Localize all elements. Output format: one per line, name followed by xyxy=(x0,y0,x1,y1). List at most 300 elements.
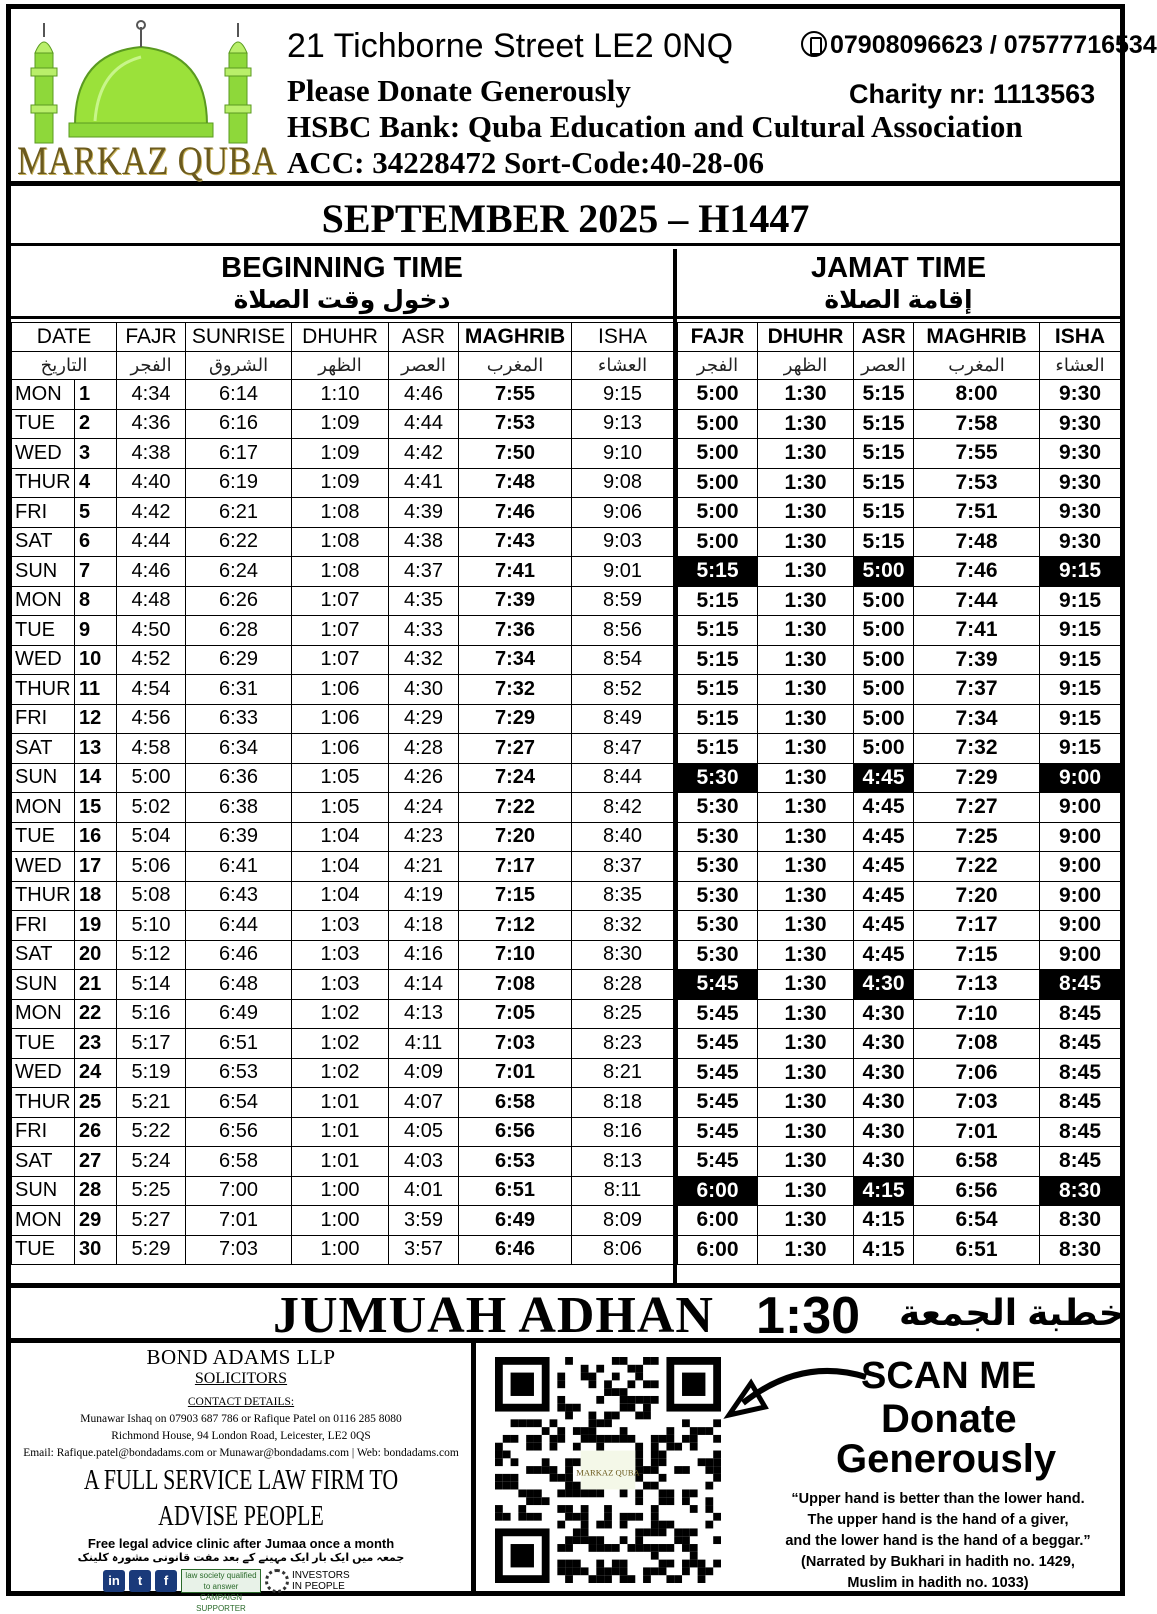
date-cell: 24 xyxy=(75,1058,117,1088)
qr-module xyxy=(612,1388,620,1396)
dhuhr-cell: 1:01 xyxy=(292,1147,389,1177)
day-cell: MON xyxy=(12,380,75,410)
asr-cell: 4:13 xyxy=(389,999,459,1029)
law-society-badge: law society qualified to answer CAMPAIGN SUPPORTER xyxy=(181,1569,261,1593)
qr-module xyxy=(550,1466,558,1474)
jamat-row xyxy=(678,380,1121,410)
jamat-isha-cell: 9:15 xyxy=(1040,645,1121,675)
col-sunrise-ar: الشروق xyxy=(186,352,292,380)
day-cell: TUE xyxy=(12,616,75,646)
jamat-dhuhr-cell: 1:30 xyxy=(758,1117,854,1147)
isha-cell: 8:44 xyxy=(572,763,674,793)
maghrib-cell: 7:01 xyxy=(459,1058,572,1088)
qr-module xyxy=(666,1427,674,1435)
qr-module xyxy=(589,1435,597,1443)
qr-module xyxy=(698,1560,706,1568)
date-cell: 22 xyxy=(75,999,117,1029)
jamat-dhuhr-cell: 1:30 xyxy=(758,1176,854,1206)
asr-cell: 4:35 xyxy=(389,586,459,616)
qr-module xyxy=(620,1427,628,1435)
qr-module xyxy=(627,1435,635,1443)
day-cell: WED xyxy=(12,1058,75,1088)
qr-module xyxy=(596,1435,604,1443)
qr-module xyxy=(573,1489,581,1497)
qr-module xyxy=(635,1497,643,1505)
jamat-fajr-cell: 5:15 xyxy=(678,557,758,587)
qr-module xyxy=(596,1365,604,1373)
qr-module xyxy=(682,1536,690,1544)
fajr-cell: 4:58 xyxy=(117,734,186,764)
jamat-isha-cell: 8:30 xyxy=(1040,1176,1121,1206)
jamat-dhuhr-cell: 1:30 xyxy=(758,557,854,587)
fajr-cell: 5:19 xyxy=(117,1058,186,1088)
maghrib-cell: 7:32 xyxy=(459,675,572,705)
qr-module xyxy=(651,1451,659,1459)
day-cell: FRI xyxy=(12,1117,75,1147)
qr-module xyxy=(565,1560,573,1568)
jamat-isha-cell: 8:45 xyxy=(1040,1147,1121,1177)
fajr-cell: 5:04 xyxy=(117,822,186,852)
jamat-isha-cell: 8:45 xyxy=(1040,970,1121,1000)
fajr-cell: 5:14 xyxy=(117,970,186,1000)
jamat-isha-cell: 9:15 xyxy=(1040,704,1121,734)
jamat-maghrib-cell: 6:56 xyxy=(914,1176,1040,1206)
jamat-maghrib-cell: 7:55 xyxy=(914,439,1040,469)
maghrib-cell: 7:50 xyxy=(459,439,572,469)
jamat-fajr-cell: 5:30 xyxy=(678,822,758,852)
jamat-dhuhr-cell: 1:30 xyxy=(758,645,854,675)
maghrib-cell: 7:05 xyxy=(459,999,572,1029)
jamat-fajr-cell: 5:45 xyxy=(678,1029,758,1059)
beginning-row xyxy=(12,822,674,852)
isha-cell: 8:28 xyxy=(572,970,674,1000)
qr-module xyxy=(659,1451,667,1459)
isha-cell: 8:54 xyxy=(572,645,674,675)
dhuhr-cell: 1:02 xyxy=(292,1029,389,1059)
jamat-row xyxy=(678,439,1121,469)
sunrise-cell: 6:31 xyxy=(186,675,292,705)
dhuhr-cell: 1:00 xyxy=(292,1235,389,1265)
jamat-maghrib-cell: 7:13 xyxy=(914,970,1040,1000)
qr-module xyxy=(635,1458,643,1466)
jamat-isha-cell: 8:30 xyxy=(1040,1235,1121,1265)
qr-module xyxy=(612,1357,620,1365)
fajr-cell: 5:17 xyxy=(117,1029,186,1059)
qr-module xyxy=(713,1419,721,1427)
beginning-row xyxy=(12,1147,674,1177)
fajr-cell: 4:36 xyxy=(117,409,186,439)
isha-cell: 8:11 xyxy=(572,1176,674,1206)
fajr-cell: 5:21 xyxy=(117,1088,186,1118)
date-cell: 17 xyxy=(75,852,117,882)
qr-module xyxy=(682,1528,690,1536)
day-cell: SAT xyxy=(12,527,75,557)
jamat-fajr-cell: 5:45 xyxy=(678,1147,758,1177)
asr-cell: 4:28 xyxy=(389,734,459,764)
date-cell: 2 xyxy=(75,409,117,439)
jamat-asr-cell: 4:15 xyxy=(854,1176,914,1206)
jamat-isha-cell: 9:30 xyxy=(1040,409,1121,439)
qr-module xyxy=(573,1482,581,1490)
qr-module xyxy=(589,1412,597,1420)
jamat-row xyxy=(678,793,1121,823)
jamat-row xyxy=(678,822,1121,852)
asr-cell: 4:14 xyxy=(389,970,459,1000)
qr-module xyxy=(495,1505,503,1513)
sunrise-cell: 6:21 xyxy=(186,498,292,528)
asr-cell: 4:26 xyxy=(389,763,459,793)
dhuhr-cell: 1:08 xyxy=(292,527,389,557)
qr-module xyxy=(589,1536,597,1544)
jamat-asr-cell: 4:45 xyxy=(854,763,914,793)
dhuhr-cell: 1:07 xyxy=(292,616,389,646)
qr-module xyxy=(659,1544,667,1552)
fajr-cell: 5:00 xyxy=(117,763,186,793)
jamat-asr-cell: 5:00 xyxy=(854,734,914,764)
qr-module xyxy=(651,1380,659,1388)
qr-module xyxy=(565,1544,573,1552)
asr-cell: 4:09 xyxy=(389,1058,459,1088)
qr-module xyxy=(698,1458,706,1466)
jamat-asr-cell: 5:00 xyxy=(854,675,914,705)
qr-module xyxy=(534,1435,542,1443)
qr-module xyxy=(612,1373,620,1381)
dhuhr-cell: 1:07 xyxy=(292,645,389,675)
dhuhr-cell: 1:06 xyxy=(292,734,389,764)
jamat-dhuhr-cell: 1:30 xyxy=(758,852,854,882)
title-bar xyxy=(11,191,1120,246)
qr-module xyxy=(635,1443,643,1451)
beginning-row xyxy=(12,1058,674,1088)
dhuhr-cell: 1:08 xyxy=(292,557,389,587)
fajr-cell: 5:22 xyxy=(117,1117,186,1147)
qr-module xyxy=(659,1458,667,1466)
qr-module xyxy=(565,1412,573,1420)
qr-module xyxy=(573,1536,581,1544)
qr-module xyxy=(495,1482,503,1490)
jamat-maghrib-cell: 7:22 xyxy=(914,852,1040,882)
qr-module xyxy=(557,1404,565,1412)
maghrib-cell: 7:36 xyxy=(459,616,572,646)
jamat-row xyxy=(678,734,1121,764)
jamat-dhuhr-cell: 1:30 xyxy=(758,409,854,439)
jamat-asr-cell: 5:15 xyxy=(854,380,914,410)
jamat-dhuhr-cell: 1:30 xyxy=(758,1088,854,1118)
fajr-cell: 4:48 xyxy=(117,586,186,616)
day-cell: SUN xyxy=(12,1176,75,1206)
date-cell: 12 xyxy=(75,704,117,734)
qr-module xyxy=(573,1404,581,1412)
asr-cell: 4:39 xyxy=(389,498,459,528)
qr-finder xyxy=(511,1373,534,1396)
asr-cell: 4:01 xyxy=(389,1176,459,1206)
qr-module xyxy=(705,1427,713,1435)
isha-cell: 8:18 xyxy=(572,1088,674,1118)
dhuhr-cell: 1:00 xyxy=(292,1206,389,1236)
qr-module xyxy=(713,1513,721,1521)
sunrise-cell: 7:03 xyxy=(186,1235,292,1265)
day-cell: SAT xyxy=(12,940,75,970)
qr-finder xyxy=(682,1373,705,1396)
isha-cell: 8:06 xyxy=(572,1235,674,1265)
qr-module xyxy=(651,1521,659,1529)
day-cell: WED xyxy=(12,439,75,469)
jcol-maghrib-ar: المغرب xyxy=(914,352,1040,380)
jamat-isha-cell: 8:45 xyxy=(1040,1058,1121,1088)
asr-cell: 4:37 xyxy=(389,557,459,587)
fajr-cell: 5:27 xyxy=(117,1206,186,1236)
qr-module xyxy=(705,1458,713,1466)
sunrise-cell: 6:54 xyxy=(186,1088,292,1118)
sunrise-cell: 6:38 xyxy=(186,793,292,823)
jamat-dhuhr-cell: 1:30 xyxy=(758,586,854,616)
isha-cell: 8:23 xyxy=(572,1029,674,1059)
date-cell: 27 xyxy=(75,1147,117,1177)
jamat-row xyxy=(678,970,1121,1000)
fajr-cell: 4:38 xyxy=(117,439,186,469)
jamat-maghrib-cell: 7:10 xyxy=(914,999,1040,1029)
qr-module xyxy=(581,1489,589,1497)
date-cell: 18 xyxy=(75,881,117,911)
qr-module xyxy=(518,1489,526,1497)
jamat-asr-cell: 5:00 xyxy=(854,704,914,734)
day-cell: FRI xyxy=(12,911,75,941)
qr-module xyxy=(495,1474,503,1482)
qr-module xyxy=(690,1528,698,1536)
qr-module xyxy=(589,1544,597,1552)
qr-module xyxy=(573,1443,581,1451)
fajr-cell: 5:10 xyxy=(117,911,186,941)
qr-module xyxy=(705,1505,713,1513)
day-cell: WED xyxy=(12,645,75,675)
jamat-dhuhr-cell: 1:30 xyxy=(758,380,854,410)
jamat-dhuhr-cell: 1:30 xyxy=(758,734,854,764)
jamat-maghrib-cell: 7:46 xyxy=(914,557,1040,587)
qr-module xyxy=(651,1567,659,1575)
date-cell: 25 xyxy=(75,1088,117,1118)
header xyxy=(11,9,1157,186)
qr-module xyxy=(620,1404,628,1412)
jamat-asr-cell: 5:00 xyxy=(854,557,914,587)
qr-logo-text: MARKAZ QUBA xyxy=(576,1467,640,1478)
dhuhr-cell: 1:00 xyxy=(292,1176,389,1206)
jamat-time-table xyxy=(677,322,1121,1265)
sunrise-cell: 6:33 xyxy=(186,704,292,734)
qr-module xyxy=(627,1380,635,1388)
qr-module xyxy=(674,1443,682,1451)
jamat-asr-cell: 4:15 xyxy=(854,1235,914,1265)
jumuah-time: 1:30 xyxy=(756,1287,861,1345)
date-cell: 28 xyxy=(75,1176,117,1206)
fajr-cell: 4:42 xyxy=(117,498,186,528)
jamat-fajr-cell: 5:15 xyxy=(678,616,758,646)
jamat-maghrib-cell: 6:51 xyxy=(914,1235,1040,1265)
isha-cell: 9:13 xyxy=(572,409,674,439)
beginning-row xyxy=(12,852,674,882)
asr-cell: 4:29 xyxy=(389,704,459,734)
jamat-row xyxy=(678,675,1121,705)
qr-module xyxy=(589,1427,597,1435)
qr-module xyxy=(620,1521,628,1529)
isha-cell: 9:01 xyxy=(572,557,674,587)
qr-module xyxy=(705,1497,713,1505)
qr-module xyxy=(495,1443,503,1451)
jamat-maghrib-cell: 7:06 xyxy=(914,1058,1040,1088)
col-sunrise: SUNRISE xyxy=(186,323,292,352)
qr-module xyxy=(666,1497,674,1505)
investors-in-people-badge: INVESTORS IN PEOPLE xyxy=(265,1569,350,1593)
beginning-row xyxy=(12,1117,674,1147)
facebook-icon: f xyxy=(155,1570,177,1592)
date-cell: 5 xyxy=(75,498,117,528)
jamat-fajr-cell: 5:00 xyxy=(678,468,758,498)
qr-module xyxy=(589,1380,597,1388)
asr-cell: 4:32 xyxy=(389,645,459,675)
jamat-time-header xyxy=(677,249,1120,319)
jamat-isha-cell: 9:00 xyxy=(1040,881,1121,911)
sunrise-cell: 6:43 xyxy=(186,881,292,911)
jamat-row xyxy=(678,498,1121,528)
jamat-asr-cell: 5:00 xyxy=(854,645,914,675)
qr-module xyxy=(557,1505,565,1513)
hadith-quote: “Upper hand is better than the lower hand. The upper hand is the hand of a giver, and the lower hand is the hand of a beggar.” (Narrated by Bukhari in hadith no. 1429, Muslim in hadith no. 1033) xyxy=(785,1491,1091,1591)
qr-module xyxy=(705,1567,713,1575)
qr-module xyxy=(651,1505,659,1513)
qr-module xyxy=(589,1575,597,1583)
jamat-maghrib-cell: 7:34 xyxy=(914,704,1040,734)
jamat-dhuhr-cell: 1:30 xyxy=(758,1058,854,1088)
jamat-fajr-cell: 5:30 xyxy=(678,940,758,970)
day-cell: SUN xyxy=(12,970,75,1000)
jamat-fajr-cell: 6:00 xyxy=(678,1206,758,1236)
qr-module xyxy=(612,1544,620,1552)
qr-module xyxy=(627,1396,635,1404)
date-cell: 1 xyxy=(75,380,117,410)
logo-text: MARKAZ QUBA xyxy=(17,138,277,183)
asr-cell: 4:46 xyxy=(389,380,459,410)
jamat-isha-cell: 9:15 xyxy=(1040,557,1121,587)
dhuhr-cell: 1:08 xyxy=(292,498,389,528)
day-cell: WED xyxy=(12,852,75,882)
qr-module xyxy=(620,1575,628,1583)
qr-module xyxy=(604,1419,612,1427)
beginning-row xyxy=(12,557,674,587)
isha-cell: 8:32 xyxy=(572,911,674,941)
qr-module xyxy=(565,1357,573,1365)
asr-cell: 4:41 xyxy=(389,468,459,498)
qr-module xyxy=(674,1575,682,1583)
maghrib-cell: 7:39 xyxy=(459,586,572,616)
jamat-row xyxy=(678,645,1121,675)
jamat-isha-cell: 8:45 xyxy=(1040,1117,1121,1147)
beginning-row xyxy=(12,911,674,941)
beginning-row xyxy=(12,1235,674,1265)
qr-module xyxy=(518,1505,526,1513)
qr-module xyxy=(604,1388,612,1396)
qr-module xyxy=(659,1521,667,1529)
day-cell: TUE xyxy=(12,822,75,852)
qr-module xyxy=(557,1474,565,1482)
beginning-time-header xyxy=(11,249,673,319)
qr-module xyxy=(635,1396,643,1404)
jamat-row xyxy=(678,940,1121,970)
day-cell: FRI xyxy=(12,498,75,528)
date-cell: 9 xyxy=(75,616,117,646)
sunrise-cell: 6:24 xyxy=(186,557,292,587)
sponsor-name: BOND ADAMS LLP xyxy=(146,1345,336,1369)
qr-module xyxy=(573,1458,581,1466)
qr-module xyxy=(682,1560,690,1568)
qr-module xyxy=(651,1544,659,1552)
donation-qr-code-icon[interactable] xyxy=(495,1357,721,1583)
qr-module xyxy=(495,1458,503,1466)
asr-cell: 4:23 xyxy=(389,822,459,852)
isha-cell: 8:42 xyxy=(572,793,674,823)
isha-cell: 9:15 xyxy=(572,380,674,410)
qr-module xyxy=(659,1567,667,1575)
jamat-fajr-cell: 5:15 xyxy=(678,675,758,705)
qr-module xyxy=(596,1560,604,1568)
qr-module xyxy=(620,1357,628,1365)
beginning-row xyxy=(12,409,674,439)
jamat-isha-cell: 9:00 xyxy=(1040,852,1121,882)
sunrise-cell: 6:28 xyxy=(186,616,292,646)
jamat-asr-cell: 4:45 xyxy=(854,911,914,941)
jcol-fajr-ar: الفجر xyxy=(678,352,758,380)
sunrise-cell: 6:56 xyxy=(186,1117,292,1147)
qr-module xyxy=(565,1575,573,1583)
jamat-maghrib-cell: 7:03 xyxy=(914,1088,1040,1118)
date-cell: 30 xyxy=(75,1235,117,1265)
qr-module xyxy=(534,1443,542,1451)
dhuhr-cell: 1:06 xyxy=(292,675,389,705)
qr-module xyxy=(557,1380,565,1388)
asr-cell: 4:33 xyxy=(389,616,459,646)
qr-module xyxy=(573,1427,581,1435)
qr-module xyxy=(542,1466,550,1474)
beginning-row xyxy=(12,734,674,764)
asr-cell: 4:24 xyxy=(389,793,459,823)
qr-module xyxy=(682,1435,690,1443)
qr-module xyxy=(666,1443,674,1451)
qr-module xyxy=(503,1482,511,1490)
qr-module xyxy=(573,1560,581,1568)
jamat-fajr-cell: 5:00 xyxy=(678,527,758,557)
scan-me-text: SCAN ME xyxy=(861,1355,1037,1397)
qr-module xyxy=(534,1466,542,1474)
qr-module xyxy=(659,1435,667,1443)
asr-cell: 4:07 xyxy=(389,1088,459,1118)
jamat-maghrib-cell: 7:32 xyxy=(914,734,1040,764)
qr-module xyxy=(581,1505,589,1513)
bank-details: HSBC Bank: Quba Education and Cultural Association xyxy=(287,109,1023,144)
qr-module xyxy=(542,1458,550,1466)
clinic-text-urdu: جمعہ میں ایک بار ایک مہینے کے بعد مفت قانونی مشورہ کلینک xyxy=(77,1552,405,1564)
jamat-dhuhr-cell: 1:30 xyxy=(758,675,854,705)
qr-module xyxy=(705,1466,713,1474)
maghrib-cell: 7:10 xyxy=(459,940,572,970)
jamat-asr-cell: 5:00 xyxy=(854,586,914,616)
qr-module xyxy=(565,1567,573,1575)
qr-module xyxy=(573,1528,581,1536)
qr-module xyxy=(503,1451,511,1459)
isha-cell: 9:06 xyxy=(572,498,674,528)
jamat-isha-cell: 9:00 xyxy=(1040,822,1121,852)
asr-cell: 4:05 xyxy=(389,1117,459,1147)
jamat-isha-cell: 9:00 xyxy=(1040,763,1121,793)
day-cell: THUR xyxy=(12,881,75,911)
qr-module xyxy=(698,1575,706,1583)
